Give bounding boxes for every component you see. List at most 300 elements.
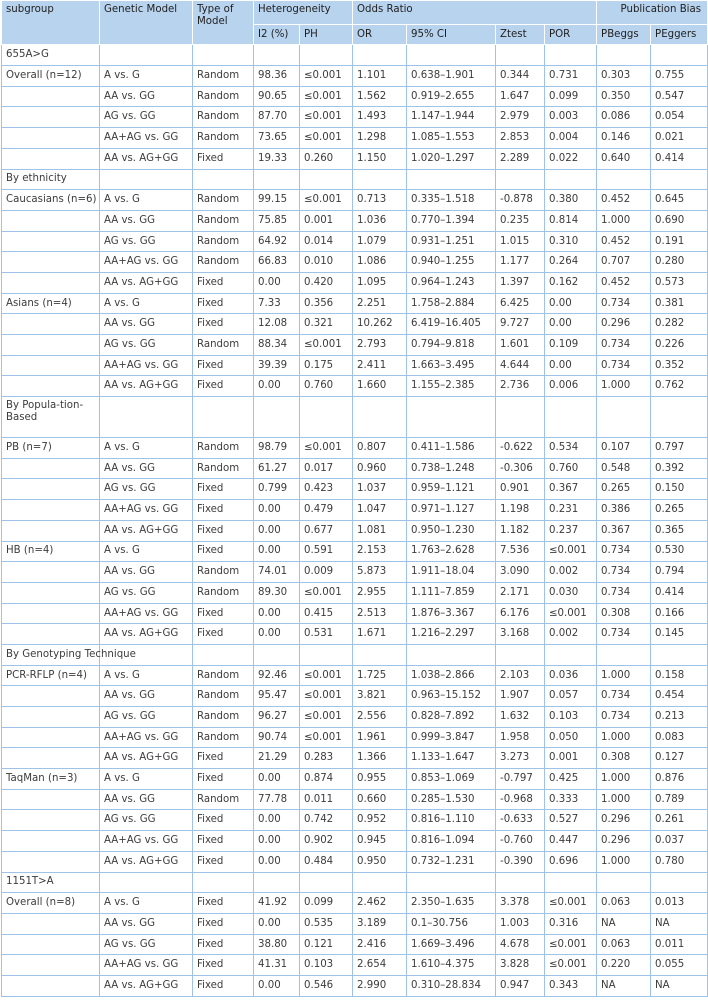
por-cell: 0.696 [545, 851, 597, 872]
pbeggs-cell: 1.000 [597, 851, 651, 872]
model-type-cell: Fixed [193, 624, 254, 645]
genetic-model-cell: AA vs. AG+GG [100, 851, 193, 872]
table-header [2, 1, 708, 45]
pbeggs-cell: 0.734 [597, 686, 651, 707]
or-cell: 2.654 [353, 955, 407, 976]
model-type-cell: Random [193, 128, 254, 149]
genetic-model-cell: AG vs. GG [100, 582, 193, 603]
genetic-model-cell: AG vs. GG [100, 707, 193, 728]
ph-cell: 0.591 [300, 541, 353, 562]
por-cell: 0.022 [545, 148, 597, 169]
ztest-cell: 3.090 [496, 562, 545, 583]
pbeggs-cell: 0.734 [597, 355, 651, 376]
por-cell: ≤0.001 [545, 934, 597, 955]
empty-cell [651, 872, 708, 893]
section-row [2, 397, 708, 438]
model-type-cell: Random [193, 252, 254, 273]
model-type-cell: Fixed [193, 355, 254, 376]
model-type-cell: Random [193, 190, 254, 211]
or-cell: 0.955 [353, 769, 407, 790]
header-pbeggs: PBeggs [597, 24, 651, 45]
por-cell: 0.00 [545, 314, 597, 335]
or-cell: 2.251 [353, 293, 407, 314]
model-type-cell: Fixed [193, 975, 254, 996]
ztest-cell: 1.647 [496, 86, 545, 107]
peggers-cell: 0.280 [651, 252, 708, 273]
empty-cell [407, 397, 496, 438]
i2-cell: 38.80 [254, 934, 300, 955]
ph-cell: ≤0.001 [300, 582, 353, 603]
ztest-cell: -0.622 [496, 438, 545, 459]
or-cell: 1.047 [353, 500, 407, 521]
ztest-cell: 1.198 [496, 500, 545, 521]
ph-cell: 0.011 [300, 789, 353, 810]
i2-cell: 90.74 [254, 727, 300, 748]
subgroup-cell [2, 727, 100, 748]
subgroup-cell: PCR-RFLP (n=4) [2, 665, 100, 686]
or-cell: 1.036 [353, 210, 407, 231]
subgroup-cell [2, 272, 100, 293]
model-type-cell: Random [193, 438, 254, 459]
subgroup-cell [2, 128, 100, 149]
peggers-cell: 0.573 [651, 272, 708, 293]
peggers-cell: 0.191 [651, 231, 708, 252]
genetic-model-cell: AA+AG vs. GG [100, 603, 193, 624]
header-ci: 95% CI [407, 24, 496, 45]
model-type-cell: Random [193, 231, 254, 252]
i2-cell: 87.70 [254, 107, 300, 128]
pbeggs-cell: 0.734 [597, 582, 651, 603]
model-type-cell: Random [193, 665, 254, 686]
ci-cell: 0.919–2.655 [407, 86, 496, 107]
empty-cell [496, 397, 545, 438]
or-cell: 1.725 [353, 665, 407, 686]
ph-cell: 0.099 [300, 893, 353, 914]
ci-cell: 1.663–3.495 [407, 355, 496, 376]
ci-cell: 0.959–1.121 [407, 479, 496, 500]
genetic-model-cell: AA+AG vs. GG [100, 831, 193, 852]
model-type-cell: Fixed [193, 479, 254, 500]
empty-cell [254, 169, 300, 190]
genetic-model-cell: A vs. G [100, 769, 193, 790]
empty-cell [353, 644, 407, 665]
peggers-cell: 0.414 [651, 148, 708, 169]
model-type-cell: Fixed [193, 148, 254, 169]
por-cell: ≤0.001 [545, 541, 597, 562]
ci-cell: 0.940–1.255 [407, 252, 496, 273]
empty-cell [496, 872, 545, 893]
ztest-cell: 2.853 [496, 128, 545, 149]
subgroup-cell [2, 107, 100, 128]
peggers-cell: 0.794 [651, 562, 708, 583]
ztest-cell: -0.968 [496, 789, 545, 810]
peggers-cell: 0.145 [651, 624, 708, 645]
i2-cell: 0.00 [254, 831, 300, 852]
ci-cell: 1.133–1.647 [407, 748, 496, 769]
empty-cell [545, 45, 597, 66]
genetic-model-cell: A vs. G [100, 190, 193, 211]
ci-cell: 0.1–30.756 [407, 913, 496, 934]
pbeggs-cell: 0.734 [597, 335, 651, 356]
i2-cell: 74.01 [254, 562, 300, 583]
subgroup-cell [2, 479, 100, 500]
empty-cell [193, 45, 254, 66]
ztest-cell: 2.171 [496, 582, 545, 603]
i2-cell: 0.00 [254, 272, 300, 293]
model-type-cell: Random [193, 707, 254, 728]
ztest-cell: 1.632 [496, 707, 545, 728]
pbeggs-cell: 0.296 [597, 314, 651, 335]
genetic-model-cell: AA+AG vs. GG [100, 355, 193, 376]
section-label: 655A>G [2, 45, 100, 66]
ph-cell: 0.121 [300, 934, 353, 955]
peggers-cell: 0.055 [651, 955, 708, 976]
table-row [2, 686, 708, 707]
table-row [2, 913, 708, 934]
model-type-cell: Random [193, 335, 254, 356]
empty-cell [496, 644, 545, 665]
empty-cell [300, 45, 353, 66]
ci-cell: 0.335–1.518 [407, 190, 496, 211]
model-type-cell: Random [193, 562, 254, 583]
subgroup-cell: Overall (n=12) [2, 66, 100, 87]
i2-cell: 12.08 [254, 314, 300, 335]
por-cell: 0.343 [545, 975, 597, 996]
model-type-cell: Fixed [193, 831, 254, 852]
i2-cell: 0.00 [254, 624, 300, 645]
genetic-model-cell: A vs. G [100, 438, 193, 459]
pbeggs-cell: 0.220 [597, 955, 651, 976]
ztest-cell: -0.760 [496, 831, 545, 852]
peggers-cell: 0.011 [651, 934, 708, 955]
peggers-cell: 0.282 [651, 314, 708, 335]
ztest-cell: 0.947 [496, 975, 545, 996]
ztest-cell: -0.633 [496, 810, 545, 831]
pbeggs-cell: 0.640 [597, 148, 651, 169]
empty-cell [597, 45, 651, 66]
empty-cell [300, 169, 353, 190]
model-type-cell: Fixed [193, 603, 254, 624]
pbeggs-cell: 0.107 [597, 438, 651, 459]
header-type-of-model: Type of Model [193, 1, 254, 45]
empty-cell [300, 644, 353, 665]
or-cell: 2.416 [353, 934, 407, 955]
i2-cell: 92.46 [254, 665, 300, 686]
ci-cell: 0.310–28.834 [407, 975, 496, 996]
ci-cell: 0.285–1.530 [407, 789, 496, 810]
table-row [2, 355, 708, 376]
genetic-model-cell: AA vs. AG+GG [100, 975, 193, 996]
or-cell: 3.821 [353, 686, 407, 707]
ztest-cell: 2.289 [496, 148, 545, 169]
genetic-model-cell: AA vs. GG [100, 789, 193, 810]
genetic-model-cell: AA vs. AG+GG [100, 748, 193, 769]
subgroup-cell [2, 355, 100, 376]
por-cell: 0.030 [545, 582, 597, 603]
empty-cell [496, 45, 545, 66]
model-type-cell: Random [193, 789, 254, 810]
table-row [2, 831, 708, 852]
subgroup-cell [2, 975, 100, 996]
or-cell: 1.101 [353, 66, 407, 87]
header-ztest: Ztest [496, 24, 545, 45]
header-genetic-model: Genetic Model [100, 1, 193, 45]
empty-cell [597, 397, 651, 438]
header-peggers: PEggers [651, 24, 708, 45]
model-type-cell: Random [193, 582, 254, 603]
pbeggs-cell: 0.146 [597, 128, 651, 149]
genetic-model-cell: AG vs. GG [100, 479, 193, 500]
table-row [2, 748, 708, 769]
section-label: 1151T>A [2, 872, 100, 893]
model-type-cell: Fixed [193, 520, 254, 541]
empty-cell [353, 872, 407, 893]
or-cell: 1.366 [353, 748, 407, 769]
i2-cell: 0.00 [254, 975, 300, 996]
subgroup-cell [2, 252, 100, 273]
genetic-model-cell: AG vs. GG [100, 934, 193, 955]
header-odds-ratio: Odds Ratio [353, 1, 597, 25]
genetic-model-cell: A vs. G [100, 665, 193, 686]
i2-cell: 7.33 [254, 293, 300, 314]
or-cell: 0.950 [353, 851, 407, 872]
or-cell: 2.513 [353, 603, 407, 624]
pbeggs-cell: 0.452 [597, 231, 651, 252]
i2-cell: 77.78 [254, 789, 300, 810]
ci-cell: 1.147–1.944 [407, 107, 496, 128]
i2-cell: 98.79 [254, 438, 300, 459]
ci-cell: 1.669–3.496 [407, 934, 496, 955]
ph-cell: 0.479 [300, 500, 353, 521]
ci-cell: 1.038–2.866 [407, 665, 496, 686]
ci-cell: 1.085–1.553 [407, 128, 496, 149]
or-cell: 1.298 [353, 128, 407, 149]
ztest-cell: 1.015 [496, 231, 545, 252]
ci-cell: 1.911–18.04 [407, 562, 496, 583]
ztest-cell: 3.168 [496, 624, 545, 645]
or-cell: 1.493 [353, 107, 407, 128]
por-cell: 0.731 [545, 66, 597, 87]
empty-cell [193, 397, 254, 438]
ci-cell: 1.610–4.375 [407, 955, 496, 976]
ztest-cell: 1.177 [496, 252, 545, 273]
ztest-cell: 0.235 [496, 210, 545, 231]
subgroup-cell: HB (n=4) [2, 541, 100, 562]
pbeggs-cell: 0.367 [597, 520, 651, 541]
i2-cell: 96.27 [254, 707, 300, 728]
table-row [2, 438, 708, 459]
table-row [2, 231, 708, 252]
table-row [2, 86, 708, 107]
pbeggs-cell: 0.086 [597, 107, 651, 128]
or-cell: 0.713 [353, 190, 407, 211]
peggers-cell: 0.127 [651, 748, 708, 769]
or-cell: 0.660 [353, 789, 407, 810]
ztest-cell: 3.828 [496, 955, 545, 976]
empty-cell [193, 872, 254, 893]
subgroup-cell [2, 789, 100, 810]
ci-cell: 1.111–7.859 [407, 582, 496, 603]
empty-cell [597, 644, 651, 665]
pbeggs-cell: 0.734 [597, 707, 651, 728]
ph-cell: ≤0.001 [300, 727, 353, 748]
i2-cell: 0.799 [254, 479, 300, 500]
ztest-cell: 6.176 [496, 603, 545, 624]
table-row [2, 520, 708, 541]
i2-cell: 98.36 [254, 66, 300, 87]
i2-cell: 73.65 [254, 128, 300, 149]
ph-cell: ≤0.001 [300, 707, 353, 728]
header-subgroup: subgroup [2, 1, 100, 45]
or-cell: 1.961 [353, 727, 407, 748]
ph-cell: ≤0.001 [300, 86, 353, 107]
peggers-cell: 0.780 [651, 851, 708, 872]
peggers-cell: 0.054 [651, 107, 708, 128]
i2-cell: 0.00 [254, 810, 300, 831]
ci-cell: 1.155–2.385 [407, 376, 496, 397]
model-type-cell: Fixed [193, 500, 254, 521]
model-type-cell: Random [193, 66, 254, 87]
ph-cell: 0.103 [300, 955, 353, 976]
genetic-model-cell: AG vs. GG [100, 810, 193, 831]
genetic-model-cell: A vs. G [100, 66, 193, 87]
pbeggs-cell: 0.063 [597, 893, 651, 914]
or-cell: 10.262 [353, 314, 407, 335]
pbeggs-cell: NA [597, 913, 651, 934]
section-label: By Popula-tion-Based [2, 397, 100, 438]
por-cell: 0.316 [545, 913, 597, 934]
empty-cell [300, 872, 353, 893]
or-cell: 2.990 [353, 975, 407, 996]
ci-cell: 1.216–2.297 [407, 624, 496, 645]
header-i2: I2 (%) [254, 24, 300, 45]
i2-cell: 64.92 [254, 231, 300, 252]
por-cell: 0.002 [545, 624, 597, 645]
subgroup-cell [2, 562, 100, 583]
ph-cell: 0.260 [300, 148, 353, 169]
ztest-cell: 1.182 [496, 520, 545, 541]
table-row [2, 479, 708, 500]
model-type-cell: Fixed [193, 769, 254, 790]
empty-cell [254, 872, 300, 893]
peggers-cell: 0.789 [651, 789, 708, 810]
subgroup-cell [2, 686, 100, 707]
empty-cell [407, 169, 496, 190]
model-type-cell: Fixed [193, 293, 254, 314]
i2-cell: 39.39 [254, 355, 300, 376]
ci-cell: 0.950–1.230 [407, 520, 496, 541]
ph-cell: 0.356 [300, 293, 353, 314]
model-type-cell: Random [193, 686, 254, 707]
ci-cell: 0.732–1.231 [407, 851, 496, 872]
empty-cell [353, 45, 407, 66]
ph-cell: 0.001 [300, 210, 353, 231]
i2-cell: 21.29 [254, 748, 300, 769]
ztest-cell: -0.306 [496, 458, 545, 479]
empty-cell [193, 169, 254, 190]
or-cell: 1.095 [353, 272, 407, 293]
ph-cell: ≤0.001 [300, 438, 353, 459]
genetic-model-cell: AA vs. GG [100, 86, 193, 107]
ph-cell: ≤0.001 [300, 686, 353, 707]
peggers-cell: 0.762 [651, 376, 708, 397]
peggers-cell: 0.158 [651, 665, 708, 686]
peggers-cell: 0.013 [651, 893, 708, 914]
subgroup-cell [2, 86, 100, 107]
subgroup-cell [2, 603, 100, 624]
ph-cell: ≤0.001 [300, 66, 353, 87]
subgroup-cell [2, 707, 100, 728]
pbeggs-cell: 0.350 [597, 86, 651, 107]
i2-cell: 0.00 [254, 500, 300, 521]
table-row [2, 541, 708, 562]
por-cell: 0.534 [545, 438, 597, 459]
subgroup-cell [2, 314, 100, 335]
empty-cell [193, 644, 254, 665]
genetic-model-cell: AG vs. GG [100, 335, 193, 356]
ztest-cell: 1.397 [496, 272, 545, 293]
table-row [2, 66, 708, 87]
subgroup-cell [2, 831, 100, 852]
peggers-cell: 0.213 [651, 707, 708, 728]
peggers-cell: 0.083 [651, 727, 708, 748]
model-type-cell: Fixed [193, 314, 254, 335]
genetic-model-cell: AA vs. AG+GG [100, 148, 193, 169]
empty-cell [407, 872, 496, 893]
ztest-cell: 4.644 [496, 355, 545, 376]
ztest-cell: 4.678 [496, 934, 545, 955]
ph-cell: 0.677 [300, 520, 353, 541]
table-row [2, 252, 708, 273]
section-row [2, 169, 708, 190]
empty-cell [254, 644, 300, 665]
or-cell: 2.793 [353, 335, 407, 356]
model-type-cell: Fixed [193, 934, 254, 955]
pbeggs-cell: 0.303 [597, 66, 651, 87]
model-type-cell: Fixed [193, 955, 254, 976]
pbeggs-cell: 0.452 [597, 190, 651, 211]
por-cell: 0.004 [545, 128, 597, 149]
genetic-model-cell: AA vs. GG [100, 686, 193, 707]
subgroup-cell: TaqMan (n=3) [2, 769, 100, 790]
por-cell: 0.527 [545, 810, 597, 831]
ci-cell: 0.794–9.818 [407, 335, 496, 356]
empty-cell [100, 169, 193, 190]
ph-cell: 0.017 [300, 458, 353, 479]
table-row [2, 851, 708, 872]
section-row [2, 872, 708, 893]
ph-cell: 0.874 [300, 769, 353, 790]
por-cell: 0.109 [545, 335, 597, 356]
ph-cell: 0.010 [300, 252, 353, 273]
pbeggs-cell: 0.734 [597, 293, 651, 314]
ztest-cell: -0.797 [496, 769, 545, 790]
ci-cell: 0.999–3.847 [407, 727, 496, 748]
por-cell: 0.380 [545, 190, 597, 211]
por-cell: 0.103 [545, 707, 597, 728]
por-cell: ≤0.001 [545, 893, 597, 914]
subgroup-cell: Asians (n=4) [2, 293, 100, 314]
empty-cell [100, 45, 193, 66]
pbeggs-cell: 1.000 [597, 376, 651, 397]
ph-cell: 0.531 [300, 624, 353, 645]
ztest-cell: 1.003 [496, 913, 545, 934]
empty-cell [651, 169, 708, 190]
ph-cell: 0.175 [300, 355, 353, 376]
pbeggs-cell: 0.548 [597, 458, 651, 479]
table-row [2, 955, 708, 976]
subgroup-cell: Caucasians (n=6) [2, 190, 100, 211]
